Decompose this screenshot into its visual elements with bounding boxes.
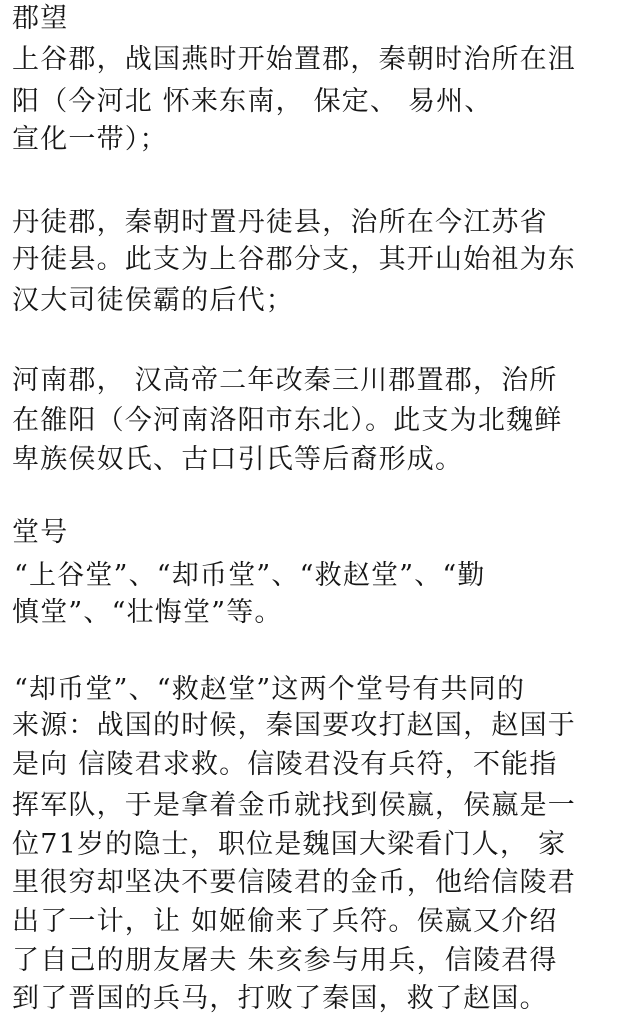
text-line: 在雒阳（今河南洛阳市东北）。此支为北魏鲜 [12,405,563,436]
text-line: 来源：战国的时候，秦国要攻打赵国，赵国于 [12,710,576,741]
text-line: 阳（今河北 怀来东南， 保定、 易州、 [12,86,493,117]
text-line: 位71岁的隐士，职位是魏国大梁看门人， 家 [12,829,567,860]
text-line: 丹徒县。此支为上谷郡分支，其开山始祖为东 [12,244,576,275]
text-line: 慎堂”、“壮悔堂”等。 [12,597,283,628]
text-line: 了自己的朋友屠夫 朱亥参与用兵，信陵君得 [12,945,558,976]
text-line: 上谷郡，战国燕时开始置郡，秦朝时治所在沮 [12,44,576,75]
text-line: 里很穷却坚决不要信陵君的金币，他给信陵君 [12,867,576,898]
text-line: 到了晋国的兵马，打败了秦国，救了赵国。 [12,983,548,1014]
text-line: 宣化一带）； [12,124,168,155]
heading-tanghao: 堂号 [12,517,69,548]
text-line: “却币堂”、“救赵堂”这两个堂号有共同的 [14,674,526,705]
text-line: 丹徒郡，秦朝时置丹徒县，治所在今江苏省 [12,207,548,238]
text-line: 出了一计，让 如姬偷来了兵符。侯嬴又介绍 [12,906,558,937]
text-line: 挥军队，于是拿着金币就找到侯嬴，侯嬴是一 [12,790,576,821]
heading-junwang: 郡望 [12,3,69,34]
text-line: 汉大司徒侯霸的后代； [12,285,294,316]
text-line: 河南郡， 汉高帝二年改秦三川郡置郡，治所 [12,365,558,396]
text-line: “上谷堂”、“却币堂”、“救赵堂”、“勤 [14,560,486,591]
text-line: 是向 信陵君求救。信陵君没有兵符，不能指 [12,749,558,780]
text-line: 卑族侯奴氏、古口引氏等后裔形成。 [12,444,464,475]
